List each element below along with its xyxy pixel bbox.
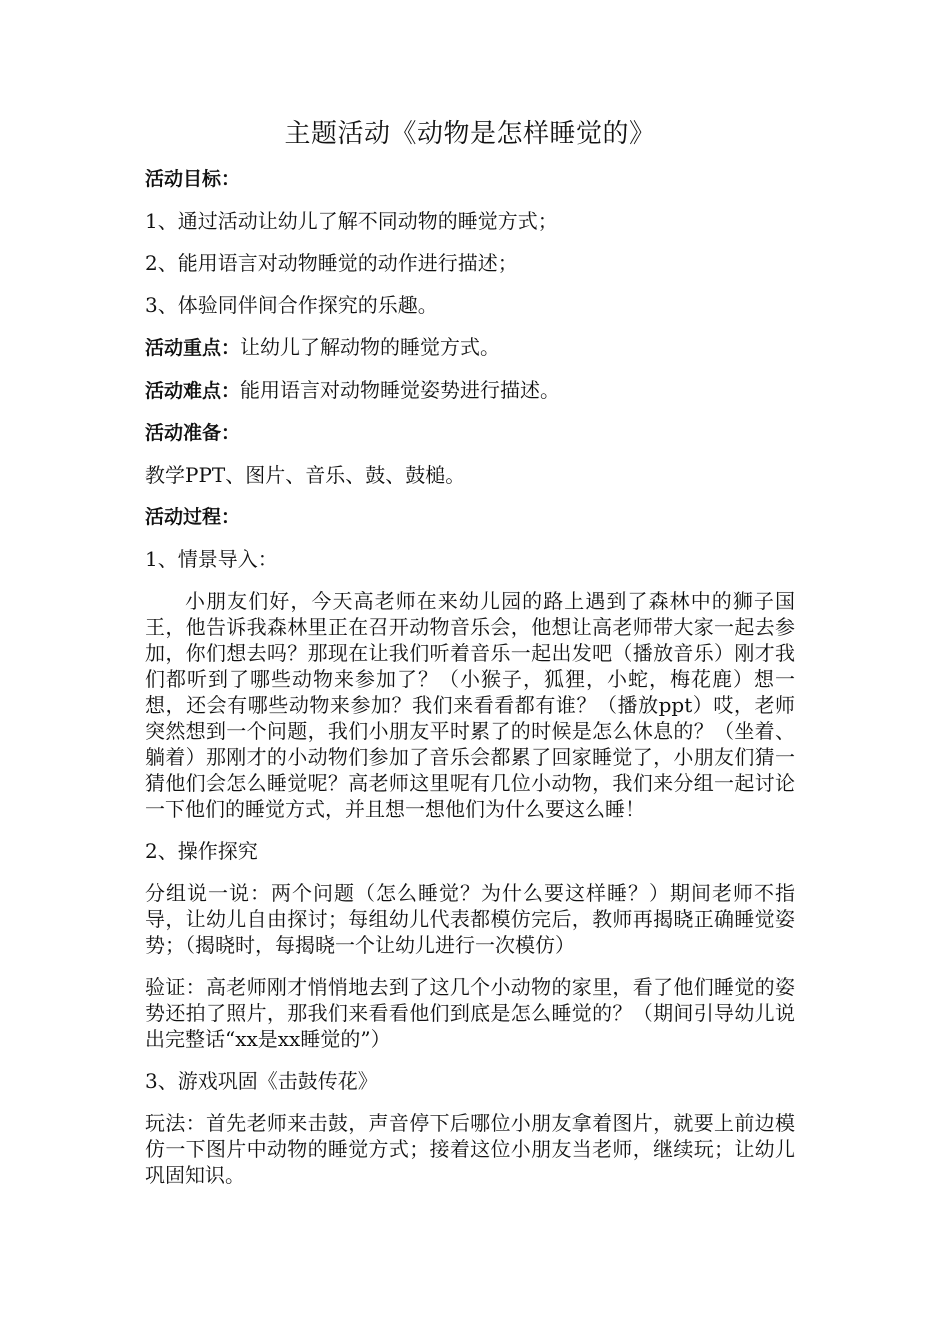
focus-paragraph	[145, 334, 795, 361]
process-heading: 活动过程：	[145, 506, 241, 528]
step1-text: 小朋友们好，今天高老师在来幼儿园的路上遇到了森林中的狮子国王，他告诉我森林里正在召开动物音乐会，他想让高老师带大家一起去参加，你们想去吗？那现在让我们听着音乐一起出发吧（播放音乐）刚才我们都听到了哪些动物来参加了？（小猴子，狐狸，小蛇，梅花鹿）想一想，还会有哪些动物来参加？我们来看看都有谁？（播放ppt）哎，老师突然想到一个问题，我们小朋友平时累了的时候是怎么休息的？（坐着、躺着）那刚才的小动物们参加了音乐会都累了回家睡觉了，小朋友们猜一猜他们会怎么睡觉呢？高老师这里呢有几位小动物，我们来分组一起讨论一下他们的睡觉方式，并且想一想他们为什么要这么睡！	[145, 589, 795, 821]
goal-item-2: 2、能用语言对动物睡觉的动作进行描述；	[145, 251, 518, 275]
goal-item-3: 3、体验同伴间合作探究的乐趣。	[145, 293, 438, 317]
goals-heading: 活动目标：	[145, 168, 241, 190]
goal-item-1: 1、通过活动让幼儿了解不同动物的睡觉方式；	[145, 209, 558, 233]
difficulty-heading: 活动难点：	[145, 380, 241, 402]
difficulty-paragraph	[145, 377, 795, 404]
step3-title: 3、游戏巩固《击鼓传花》	[145, 1069, 378, 1093]
focus-heading: 活动重点：	[145, 337, 241, 359]
step1-title: 1、情景导入：	[145, 547, 278, 571]
step3-text: 玩法：首先老师来击鼓，声音停下后哪位小朋友拿着图片，就要上前边模仿一下图片中动物的睡觉方式；接着这位小朋友当老师，继续玩；让幼儿巩固知识。	[145, 1111, 795, 1187]
step2-para2: 验证：高老师刚才悄悄地去到了这几个小动物的家里，看了他们睡觉的姿势还拍了照片，那我们来看看他们到底是怎么睡觉的？（期间引导幼儿说出完整话“xx是xx睡觉的”）	[145, 975, 795, 1051]
document-page	[145, 114, 795, 1204]
document-title: 主题活动《动物是怎样睡觉的》	[284, 119, 656, 149]
step2-para1: 分组说一说：两个问题（怎么睡觉？为什么要这样睡？）期间老师不指导，让幼儿自由探讨；每组幼儿代表都模仿完后，教师再揭晓正确睡觉姿势；（揭晓时，每揭晓一个让幼儿进行一次模仿）	[145, 881, 795, 957]
difficulty-text: 能用语言对动物睡觉姿势进行描述。	[240, 378, 561, 402]
preparation-text: 教学PPT、图片、音乐、鼓、鼓槌。	[145, 463, 466, 487]
step2-title: 2、操作探究	[145, 839, 258, 863]
preparation-heading: 活动准备：	[145, 422, 241, 444]
focus-text: 让幼儿了解动物的睡觉方式。	[240, 335, 501, 359]
